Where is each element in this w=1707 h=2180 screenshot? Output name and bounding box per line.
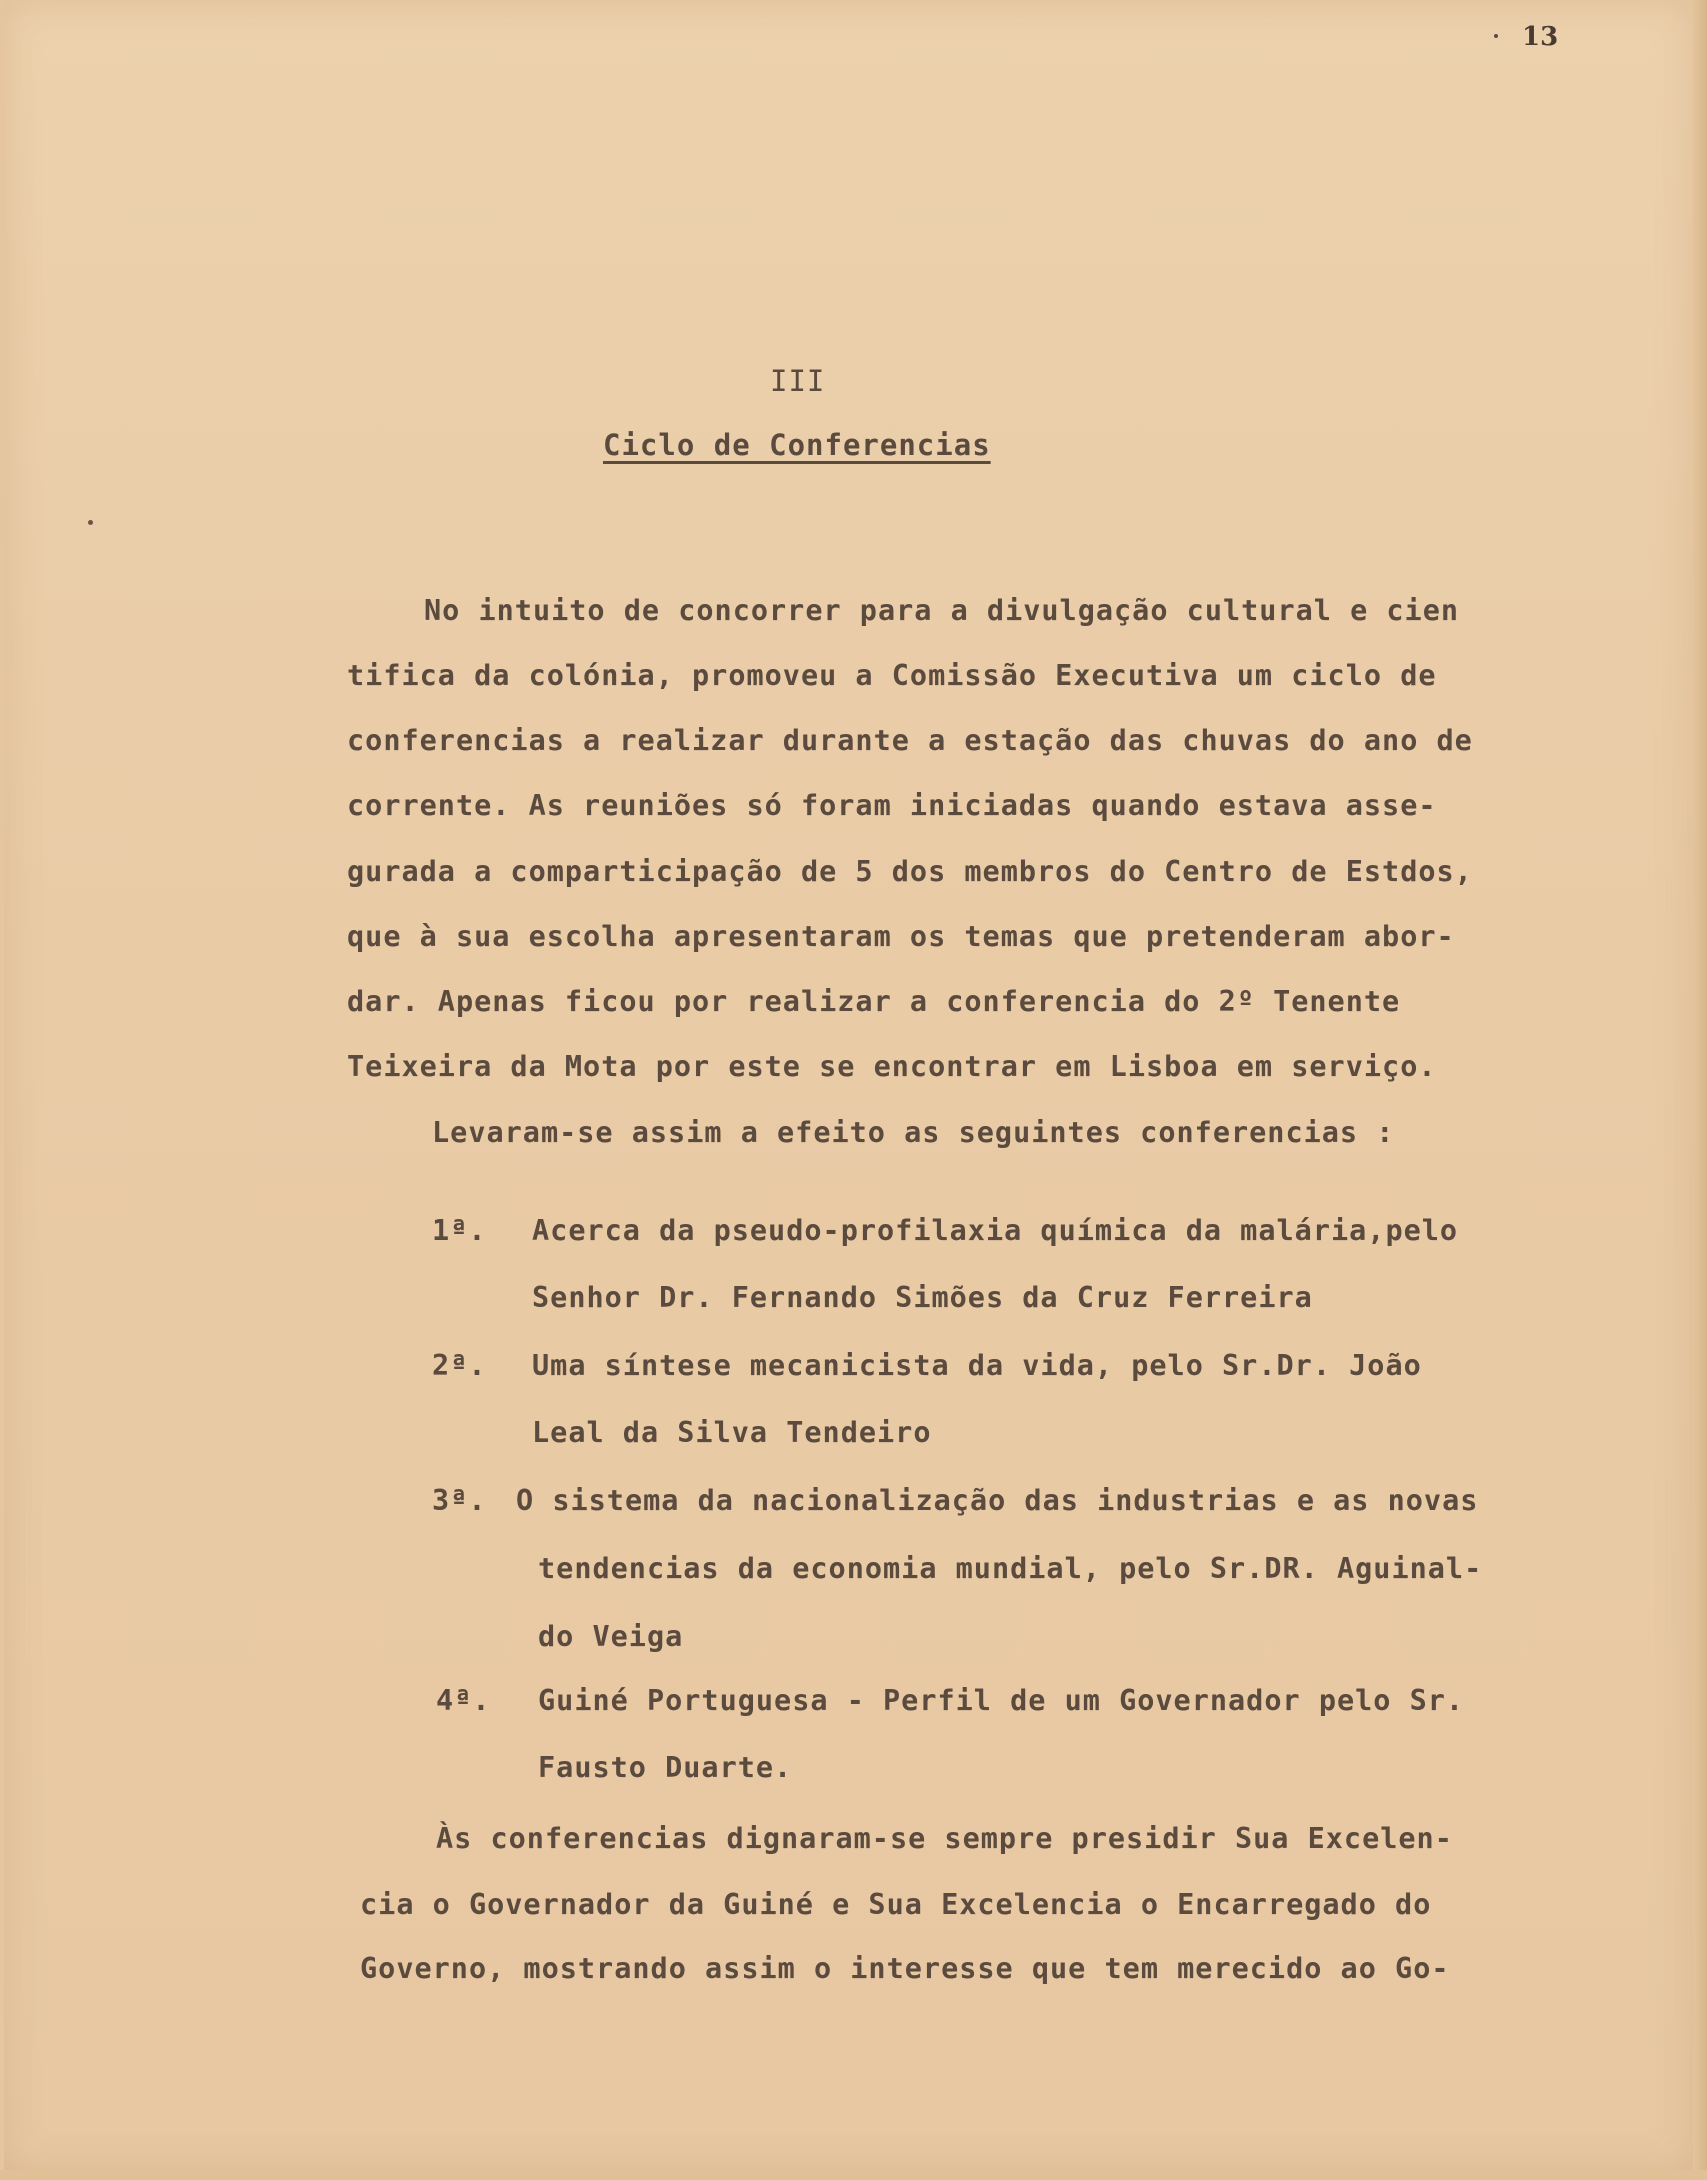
list-marker: 2ª. <box>432 1349 487 1382</box>
list-item-line: tendencias da economia mundial, pelo Sr.DR. Aguinal- <box>538 1552 1483 1585</box>
page-number-dot <box>1494 34 1498 38</box>
list-item-line: Uma síntese mecanicista da vida, pelo Sr.Dr. João <box>532 1349 1422 1382</box>
paragraph-line: Teixeira da Mota por este se encontrar em Lisboa em serviço. <box>347 1050 1437 1083</box>
paragraph-line: cia o Governador da Guiné e Sua Excelencia o Encarregado do <box>360 1888 1432 1921</box>
list-item-line: Acerca da pseudo-profilaxia química da malária,pelo <box>532 1214 1459 1247</box>
paragraph-line: Levaram-se assim a efeito as seguintes conferencias : <box>432 1116 1395 1149</box>
section-numeral: III <box>770 364 826 398</box>
paragraph-line: gurada a comparticipação de 5 dos membros do Centro de Estdos, <box>347 855 1473 888</box>
section-title: Ciclo de Conferencias <box>603 428 991 462</box>
list-item-line: Guiné Portuguesa - Perfil de um Governador pelo Sr. <box>538 1684 1465 1717</box>
list-marker: 3ª. <box>432 1484 487 1517</box>
paragraph-line: tifica da colónia, promoveu a Comissão Executiva um ciclo de <box>347 659 1437 692</box>
list-item-line: O sistema da nacionalização das industrias e as novas <box>516 1484 1479 1517</box>
paragraph-line: conferencias a realizar durante a estação das chuvas do ano de <box>347 724 1473 757</box>
list-item-line: Senhor Dr. Fernando Simões da Cruz Ferreira <box>532 1281 1313 1314</box>
paragraph-line: que à sua escolha apresentaram os temas que pretenderam abor- <box>347 920 1455 953</box>
list-marker: 1ª. <box>432 1214 487 1247</box>
page-edge-bottom <box>0 2170 1707 2180</box>
page-edge-right <box>1693 0 1707 2180</box>
paragraph-line: Governo, mostrando assim o interesse que tem merecido ao Go- <box>360 1952 1450 1985</box>
list-item-line: Leal da Silva Tendeiro <box>532 1416 932 1449</box>
page-number: 13 <box>1522 22 1559 52</box>
paragraph-line: corrente. As reuniões só foram iniciadas quando estava asse- <box>347 789 1437 822</box>
list-marker: 4ª. <box>436 1684 491 1717</box>
paragraph-line: No intuito de concorrer para a divulgação cultural e cien <box>424 594 1460 627</box>
list-item-line: do Veiga <box>538 1620 684 1653</box>
list-item-line: Fausto Duarte. <box>538 1751 793 1784</box>
paragraph-line: dar. Apenas ficou por realizar a conferencia do 2º Tenente <box>347 985 1401 1018</box>
paper-speck <box>88 520 93 525</box>
paragraph-line: Às conferencias dignaram-se sempre presidir Sua Excelen- <box>436 1822 1453 1855</box>
